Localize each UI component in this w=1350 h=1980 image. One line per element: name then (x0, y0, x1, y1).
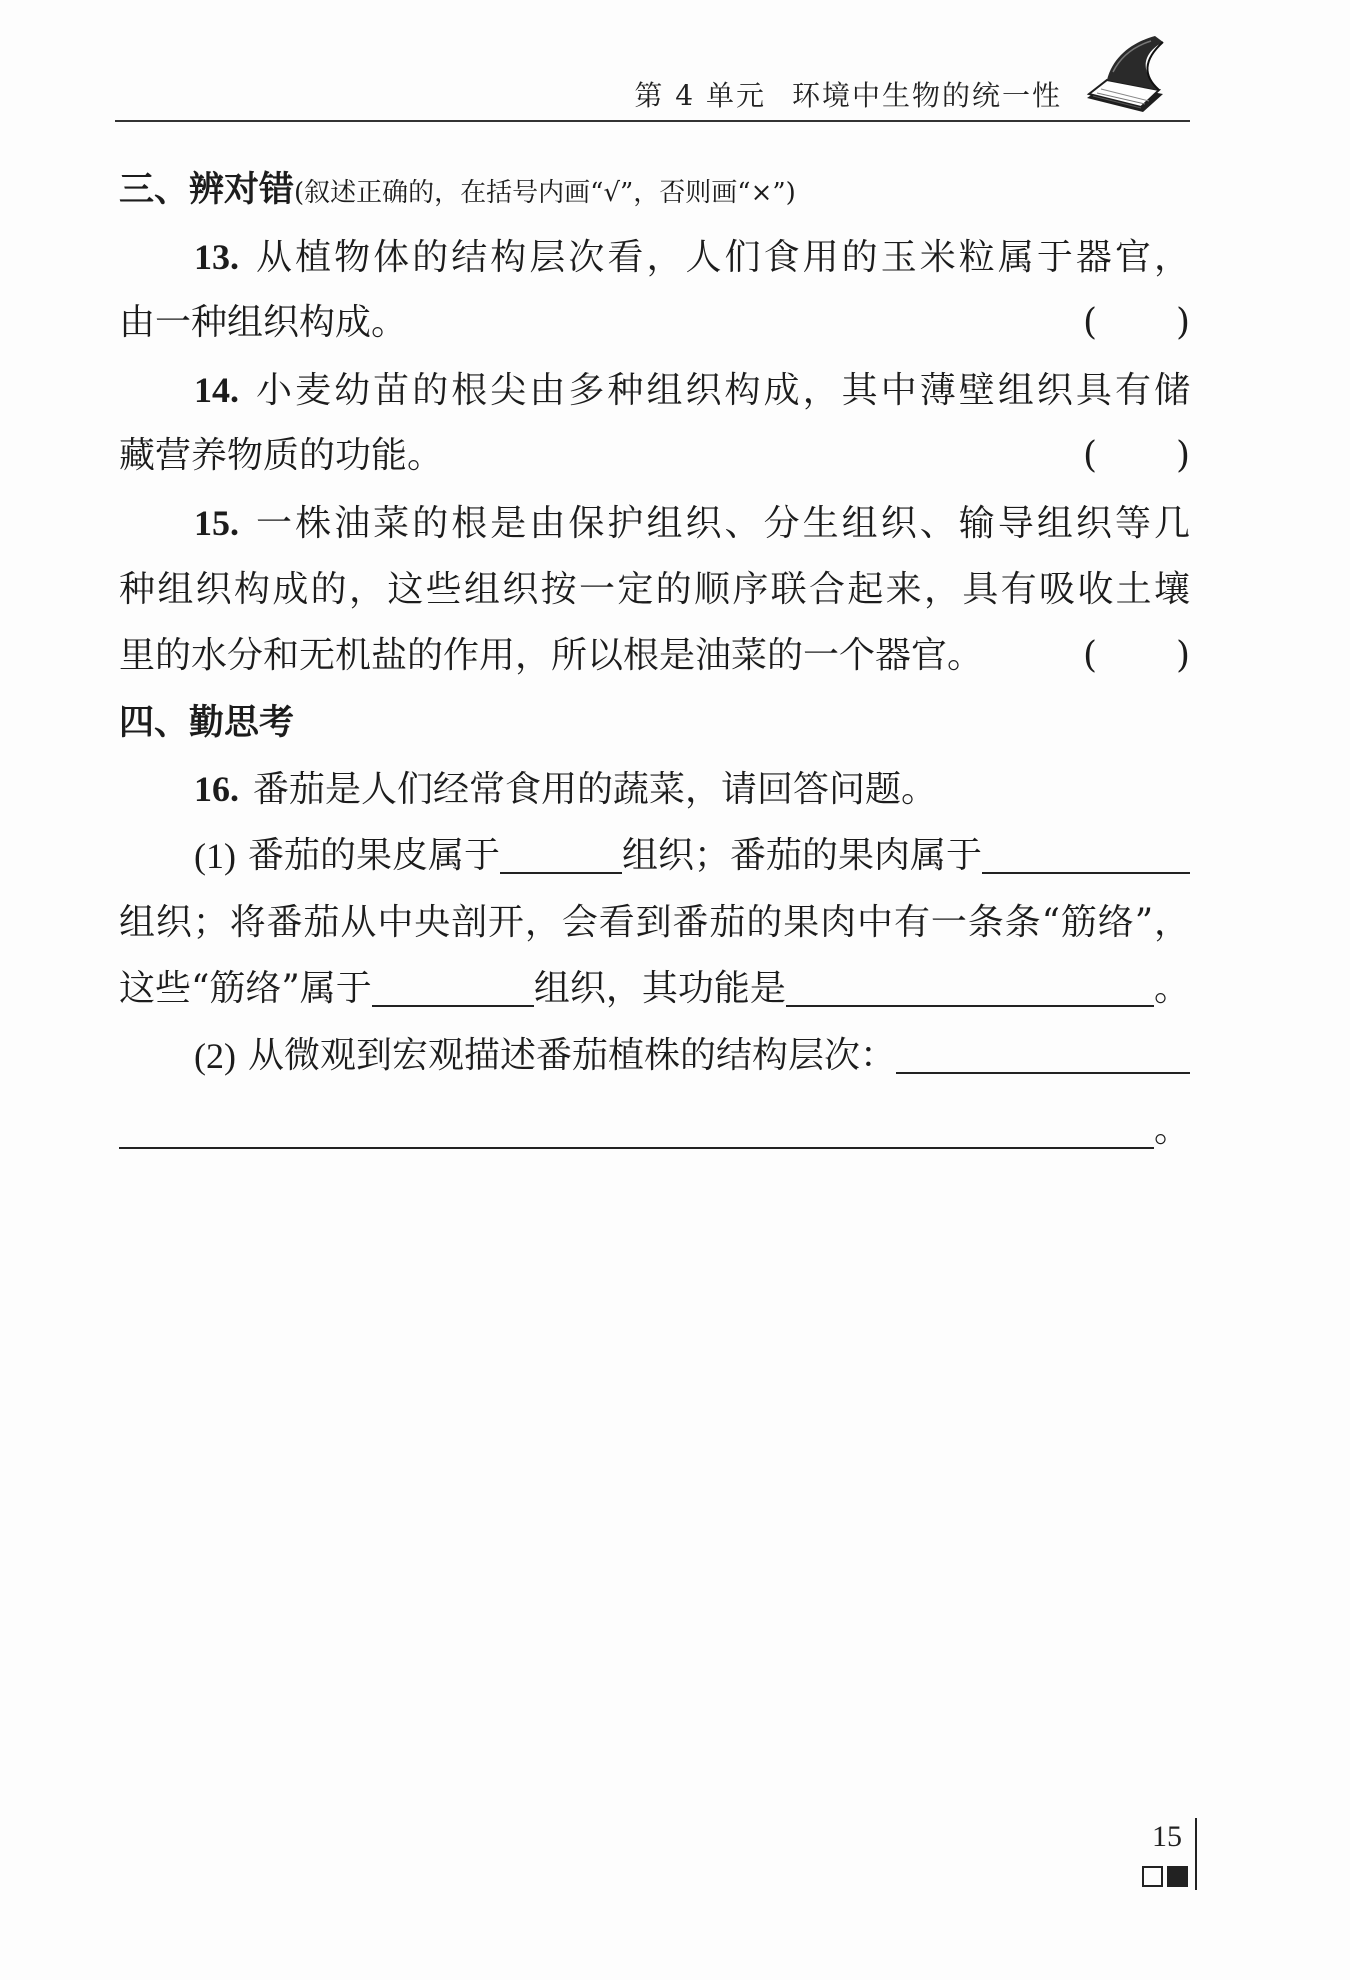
header-unit: 第 4 单元 (634, 79, 766, 112)
question-16-part-1-line-2 (119, 890, 1190, 957)
running-header (634, 78, 1062, 114)
question-13-answer-bracket (1083, 290, 1190, 357)
part-1-text-4: 这些“筋络”属于 (119, 968, 372, 1010)
question-15-text-3: 里的水分和无机盐的作用，所以根是油菜的一个器官。 (119, 635, 984, 677)
answer-blank-structure-levels (896, 1038, 1190, 1074)
question-16-part-2-line-2 (119, 1097, 1190, 1164)
header-rule (115, 120, 1190, 122)
part-1-text-2: 组织；番茄的果肉属于 (622, 834, 983, 876)
question-15-text-1: 一株油菜的根是由保护组织、分生组织、输导组织等几 (253, 502, 1190, 544)
page-number: 15 (1152, 1820, 1182, 1853)
part-1-text-5: 组织，其功能是 (533, 968, 786, 1010)
question-15-number: 15. (194, 502, 239, 543)
question-14-number: 14. (194, 369, 239, 410)
exercise-content (119, 157, 1190, 1164)
question-13-number: 13. (194, 236, 239, 277)
section-3-title: 三、辨对错 (119, 170, 295, 210)
question-13-line-2 (119, 290, 1190, 357)
filled-square-icon (1167, 1866, 1188, 1887)
question-15-line-2 (119, 557, 1190, 624)
question-14-text-2: 藏营养物质的功能。 (119, 435, 444, 477)
question-14-text-1: 小麦幼苗的根尖由多种组织构成，其中薄壁组织具有储 (253, 369, 1190, 411)
part-2-period: 。 (1153, 1109, 1190, 1151)
question-14-line-2 (119, 423, 1190, 490)
bracket-open: ( (1083, 302, 1098, 344)
question-16-stem: 番茄是人们经常食用的蔬菜，请回答问题。 (253, 769, 938, 811)
question-14-line-1 (119, 357, 1190, 424)
bracket-close: ) (1175, 635, 1190, 677)
section-4-title: 四、勤思考 (119, 702, 295, 743)
section-4-heading (119, 690, 1190, 757)
section-3-heading (119, 157, 1190, 224)
question-13-line-1 (119, 224, 1190, 291)
footer-rule (1195, 1818, 1197, 1890)
bracket-open: ( (1083, 635, 1098, 677)
bracket-close: ) (1175, 435, 1190, 477)
answer-blank-flesh-tissue (982, 838, 1190, 874)
part-1-text-1: 番茄的果皮属于 (247, 834, 500, 876)
question-15-line-3 (119, 623, 1190, 690)
question-15-text-2: 种组织构成的，这些组织按一定的顺序联合起来，具有吸收土壤 (119, 568, 1190, 610)
bracket-open: ( (1083, 435, 1098, 477)
question-16-part-1-line-3 (119, 956, 1190, 1023)
answer-blank-peel-tissue (500, 838, 622, 874)
question-13-text-1: 从植物体的结构层次看，人们食用的玉米粒属于器官， (253, 236, 1190, 278)
answer-blank-vein-tissue (372, 971, 534, 1007)
question-14-answer-bracket (1083, 423, 1190, 490)
question-16-stem-line (119, 756, 1190, 823)
answer-blank-vein-function (786, 971, 1154, 1007)
bracket-close: ) (1175, 302, 1190, 344)
section-3-instruction: (叙述正确的，在括号内画“√”，否则画“×”) (294, 178, 796, 208)
question-16-number: 16. (194, 769, 239, 810)
part-1-period: 。 (1153, 968, 1190, 1010)
part-2-text-1: 从微观到宏观描述番茄植株的结构层次： (247, 1034, 896, 1076)
part-2-label: (2) (194, 1035, 236, 1076)
question-15-line-1 (119, 490, 1190, 557)
answer-blank-structure-levels-continued (119, 1113, 1154, 1149)
book-icon (1083, 32, 1169, 122)
part-1-label: (1) (194, 835, 236, 876)
question-16-part-2-line-1 (119, 1023, 1190, 1090)
question-16-part-1-line-1 (119, 823, 1190, 890)
hollow-square-icon (1142, 1866, 1163, 1887)
header-title: 环境中生物的统一性 (791, 79, 1062, 112)
question-13-text-2: 由一种组织构成。 (119, 302, 408, 344)
question-15-answer-bracket (1083, 623, 1190, 690)
part-1-text-3: 组织；将番茄从中央剖开，会看到番茄的果肉中有一条条“筋络”， (119, 901, 1190, 943)
